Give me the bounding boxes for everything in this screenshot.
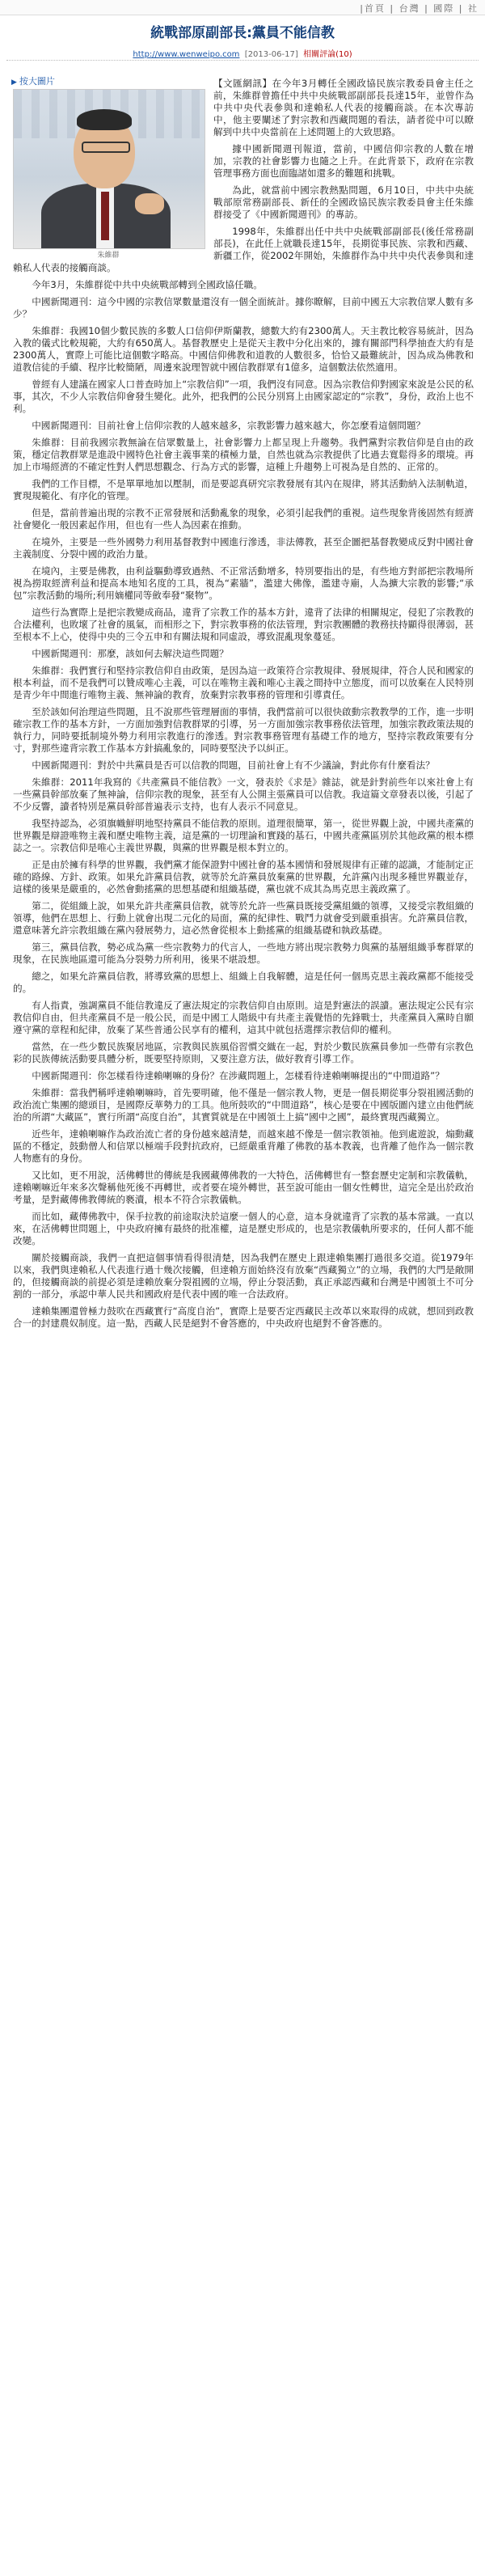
article-paragraph: 正是由於擁有科學的世界觀，我們黨才能保證對中國社會的基本國情和發展規律有正確的認識，才能制定正確的路線、方針、政策。如果允許黨員信教，就等於允許黨員放棄黨的世界觀，允許黨內出現多種世界觀並存，這樣的後果是嚴重的，必然會動搖黨的思想基礎和組織基礎，黨也就不成其為馬克思主義政黨了。	[13, 859, 474, 895]
photo-tie	[101, 192, 109, 240]
article-paragraph: 【文匯網訊】在今年3月轉任全國政協民族宗教委員會主任之前，朱維群曾擔任中共中央統戰部副部長長達15年，並曾作為中共中央代表參與和達賴私人代表的接觸商談。在本次專訪中，他主要闡述了對宗教和西藏問題的看法，請者從中可以瞭解到中共中央當前在上述問題上的大致思路。	[213, 78, 474, 137]
article-paragraph: 朱維群：2011年我寫的《共產黨員不能信教》一文，發表於《求是》雜誌，就是針對前些年以來社會上有一些黨員幹部放棄了無神論，信仰宗教的現象，甚至有人公開主張黨員可以信教。我這篇文章發表以後，引起了不少反響，讀者特別是黨員幹部普遍表示支持，也有人表示不同意見。	[13, 776, 474, 812]
photo-caption: 朱維群	[97, 252, 120, 260]
site-nav[interactable]: |首頁 | 台灣 | 國際 | 社	[360, 3, 479, 14]
article-paragraph: 在境內，主要是佛教，由利益驅動導致過熱、不正常活動增多，特別要指出的是，有些地方對部把宗教場所視為撈取經濟利益和提高本地知名度的工具，視為“素牆”，濫建大佛像，濫建寺廟，人為擴大宗教的影響;“承包”宗教活動的場所;利用嫡權同等斂奉發“聚物”。	[13, 565, 474, 601]
article-paragraph: 第二，從組織上說，如果允許共產黨員信教，就等於允許一些黨員既接受黨組織的領導，又接受宗教組織的領導，他們在思想上、行動上就會出現二元化的局面，黨的紀律性、戰鬥力就會受到嚴重損害。允許黨員信教，還意味著允許宗教組織在黨內發展勢力，這必然會從根本上動搖黨的組織基礎和執政基礎。	[13, 900, 474, 936]
article-paragraph: 中國新聞週刊：那麼，該如何去解決這些問題？	[32, 648, 229, 659]
article-paragraph: 中國新聞週刊：對於中共黨員是否可以信教的問題，目前社會上有不少議論，對此你有什麼看法？	[32, 759, 435, 771]
article-paragraph: 但是，當前普遍出現的宗教不正常發展和活動亂象的現象，必須引起我們的重視。這些現象背後固然有經濟社會變化一般因素起作用，但也有一些人為因素在推動。	[13, 507, 474, 531]
article-paragraph: 而比如，藏傳佛教中，保手拉教的前途取決於這麼一個人的心意，這本身就違背了宗教的基本常識。一直以來，在活佛轉世問題上，中央政府擁有最終的批准權，這是歷史形成的，也是宗教儀軌所要求的，任何人都不能改變。	[13, 1211, 474, 1246]
article-paragraph: 曾經有人建議在國家人口普查時加上“宗教信仰”一項，我們沒有同意。因為宗教信仰對國家來說是公民的私事，其次，不少人宗教信仰會發生變化。此外，把我們的公民分別寫上由國家認定的“宗教”，身份，政治上也不利。	[13, 379, 474, 414]
article-paragraph: 我們的工作目標，不是單單地加以壓制，而是要認真研究宗教發展有其內在規律，將其活動納入法制軌道，實現規範化、有序化的管理。	[13, 478, 474, 501]
photo-hand	[135, 193, 164, 214]
paragraph-list	[13, 78, 474, 1330]
article-paragraph: 我堅持認為，必須旗幟鮮明地堅持黨員不能信教的原則。道理很簡單，第一，從世界觀上說，中國共產黨的世界觀是辯證唯物主義和歷史唯物主義，這是黨的一切理論和實踐的基石，中國共產黨區別於其他政黨的根本標誌之一。宗教信仰是唯心主義世界觀，與黨的世界觀是根本對立的。	[13, 818, 474, 853]
source-link[interactable]: http://www.wenweipo.com	[133, 50, 240, 59]
comments-link[interactable]: 相關評論(10)	[303, 50, 352, 59]
article-title: 統戰部原副部長:黨員不能信教	[150, 25, 335, 41]
photo-glasses	[82, 142, 130, 153]
article-paragraph: 朱維群：我們實行和堅持宗教信仰自由政策，是因為這一政策符合宗教規律、發展規律，符合人民和國家的根本利益，而不是我們可以贊成唯心主義，可以在唯物主義和唯心主義之間持中立態度，而可以放棄在人民特別是青少年中間進行唯物主義、無神論的教育，放棄對宗教事務的管理和引導責任。	[13, 665, 474, 700]
article-paragraph: 中國新聞週刊：目前社會上信仰宗教的人越來越多，宗教影響力越來越大，你怎麼看這個問題？	[32, 420, 426, 431]
photo-hair	[77, 109, 132, 130]
article-paragraph: 在境外，主要是一些外國勢力利用基督教對中國進行滲透，非法傳教，甚至企圖把基督教變成反對中國社會主義制度、分裂中國的政治力量。	[13, 536, 474, 560]
arrow-icon: ▶	[11, 78, 17, 87]
view-large-photo-link[interactable]	[11, 74, 55, 87]
article-paragraph: 總之，如果允許黨員信教，將導致黨的思想上、組織上自我解體，這是任何一個馬克思主義政黨都不能接受的。	[13, 971, 474, 994]
article-paragraph: 今年3月，朱維群從中共中央統戰部轉到全國政協任職。	[32, 279, 263, 290]
article-paragraph: 關於接觸商談，我們一直把這個事情看得很清楚，因為我們在歷史上跟達賴集團打過很多交道。從1979年以來，我們與達賴私人代表進行過十幾次接觸，但達賴方面始終沒有放棄“西藏獨立”的立場，我們的大門是敞開的，但接觸商談的前提必須是達賴放棄分裂祖國的立場，停止分裂活動，真正承認西藏和台灣是中國領土不可分割的一部分，承認中華人民共和國政府是代表中國的唯一合法政府。	[13, 1252, 474, 1300]
article-meta	[0, 47, 485, 59]
article-date: [2013-06-17]	[244, 50, 298, 59]
article-paragraph: 有人指責，強調黨員不能信教違反了憲法規定的宗教信仰自由原則。這是對憲法的誤讀。憲法規定公民有宗教信仰自由，但共產黨員不是一般公民，而是中國工人階級中有共產主義覺悟的先鋒戰士，共產黨員入黨時自願遵守黨的章程和紀律，放棄了某些普通公民享有的權利，這其中就包括選擇宗教信仰的權利。	[13, 1000, 474, 1035]
article-paragraph: 為此，就當前中國宗教熱點問題，6月10日，中共中央統戰部原常務副部長、新任的全國政協民族宗教委員會主任朱維群接受了《中國新聞週刊》的專訪。	[213, 184, 474, 220]
article-paragraph: 這些行為實際上是把宗教變成商品，違背了宗教工作的基本方針，違背了法律的相關規定，侵犯了宗教教的合法權利，也敗壞了社會的風氣，而相形之下，對宗教事務的依法管理，對宗教團體的教務扶持顯得很薄弱，甚至根本不上心，使得中央的三令五申和有關法規和同虛設，導致混亂現象蔓延。	[13, 607, 474, 642]
view-large-photo-label: 按大圖片	[19, 76, 55, 87]
article-paragraph: 近些年，達賴喇嘛作為政治流亡者的身份越來越清楚，而越來越不像是一個宗教領袖。他到處遊說，煽動藏區的不穩定，鼓動僧人和信眾以極端手段對抗政府，已經嚴重背離了佛教的基本教義，也背離了他作為一個宗教人物應有的身份。	[13, 1128, 474, 1164]
top-bar	[0, 0, 485, 15]
article-paragraph: 據中國新聞週刊報道，當前，中國信仰宗教的人數在增加，宗教的社會影響力也隨之上升。在此背景下，政府在宗教管理事務方面也面臨諸如還多的難題和挑戰。	[213, 143, 474, 179]
article-paragraph: 又比如，更不用說，活佛轉世的傳統是我國藏傳佛教的一大特色，活佛轉世有一整套歷史定制和宗教儀軌，達賴喇嘛近年來多次聲稱他死後不再轉世，或者要在境外轉世，甚至說可能由一個女性轉世，這完全是出於政治考量，是對藏傳佛教傳統的褻瀆，根本不符合宗教儀軌。	[13, 1170, 474, 1205]
article-paragraph: 朱維群：我國10個少數民族的多數人口信仰伊斯蘭教，總數大約有2300萬人。天主教比較容易統計，因為入教的儀式比較規範，大約有650萬人。基督教歷史上是從天主教中分化出來的，據有關部門科學抽查大約有是2300萬人，實際上可能比這個數字略高。中國信仰佛教和道教的人數很多，恰恰又最難統計，因為成為佛教和道教信徒的手續、程序比較簡陋，周邊來說理智就中國信教群眾有1億多，這個數法依然適用。	[13, 325, 474, 373]
article-body	[13, 78, 474, 1335]
article-paragraph: 中國新聞週刊：這今中國的宗教信眾數量還沒有一個全面統計。據你瞭解，目前中國五大宗教信眾人數有多少？	[13, 296, 474, 319]
article-paragraph: 中國新聞週刊：你怎樣看待達賴喇嘛的身份？在涉藏問題上，怎樣看待達賴喇嘛提出的“中間道路”？	[32, 1070, 445, 1081]
title-divider	[6, 60, 479, 61]
article-photo[interactable]	[13, 89, 205, 249]
article-paragraph: 1998年，朱維群出任中共中央統戰部副部長(後任常務副部長)，在此任上就職長達15年，長期從事民族、宗教和西藏、新疆工作，從2002年開始，朱維群作為中共中央代表參與和達賴私人代表的接觸商談。	[13, 226, 474, 273]
article-paragraph: 至於該如何治理這些問題，且不說那些管理層面的事情，我們當前可以很快啟動宗教教學的工作，進一步明確宗教工作的基本方針，一方面加強對信教群眾的引導，另一方面加強宗教事務依法管理，加強宗教政策法規的執行力，同時要抵制境外勢力利用宗教進行的滲透。對宗教事務管理有基礎工作的地方，堅持宗教政策要有分寸，對那些違背宗教工作基本方針搞亂象的，同時要堅決予以糾正。	[13, 706, 474, 754]
article-paragraph: 朱維群：目前我國宗教無論在信眾數量上，社會影響力上都呈現上升趨勢。我們黨對宗教信仰是自由的政策，穩定信教群眾是進設中國特色社會主義事業的積極力量，自然也就為宗教提供了比過去寬鬆得多的環境。再加上市場經濟的不確定性對人們思想觀念、行為方式的影響，這種上升趨勢上可視為是自然的、正常的。	[13, 437, 474, 472]
article-paragraph: 當然，在一些少數民族聚居地區，宗教與民族風俗習慣交織在一起，對於少數民族黨員參加一些帶有宗教色彩的民族傳統活動要具體分析，既要堅持原則，又要注意方法，做好教育引導工作。	[13, 1041, 474, 1064]
article-paragraph: 朱維群：當我們稱呼達賴喇嘛時，首先要明確，他不僅是一個宗教人物，更是一個長期從事分裂祖國活動的政治流亡集團的總頭目，是國際反華勢力的工具。他所鼓吹的“中間道路”，核心是要在中國版圖內建立由他們統治的所謂“大藏區”，實行所謂“高度自治”，其實質就是在中國領土上搞“國中之國”，最終實現西藏獨立。	[13, 1087, 474, 1123]
article-paragraph: 達賴集團還曾極力鼓吹在西藏實行“高度自治”，實際上是要否定西藏民主改革以來取得的成就，想回到政教合一的封建農奴制度。這一點，西藏人民是絕對不會答應的，中央政府也絕對不會答應的。	[13, 1305, 474, 1329]
article-paragraph: 第三，黨員信教，勢必成為黨一些宗教勢力的代言人，一些地方將出現宗教勢力與黨的基層組織爭奪群眾的現象，在民族地區還可能為分裂勢力所利用，後果不堪設想。	[13, 941, 474, 965]
